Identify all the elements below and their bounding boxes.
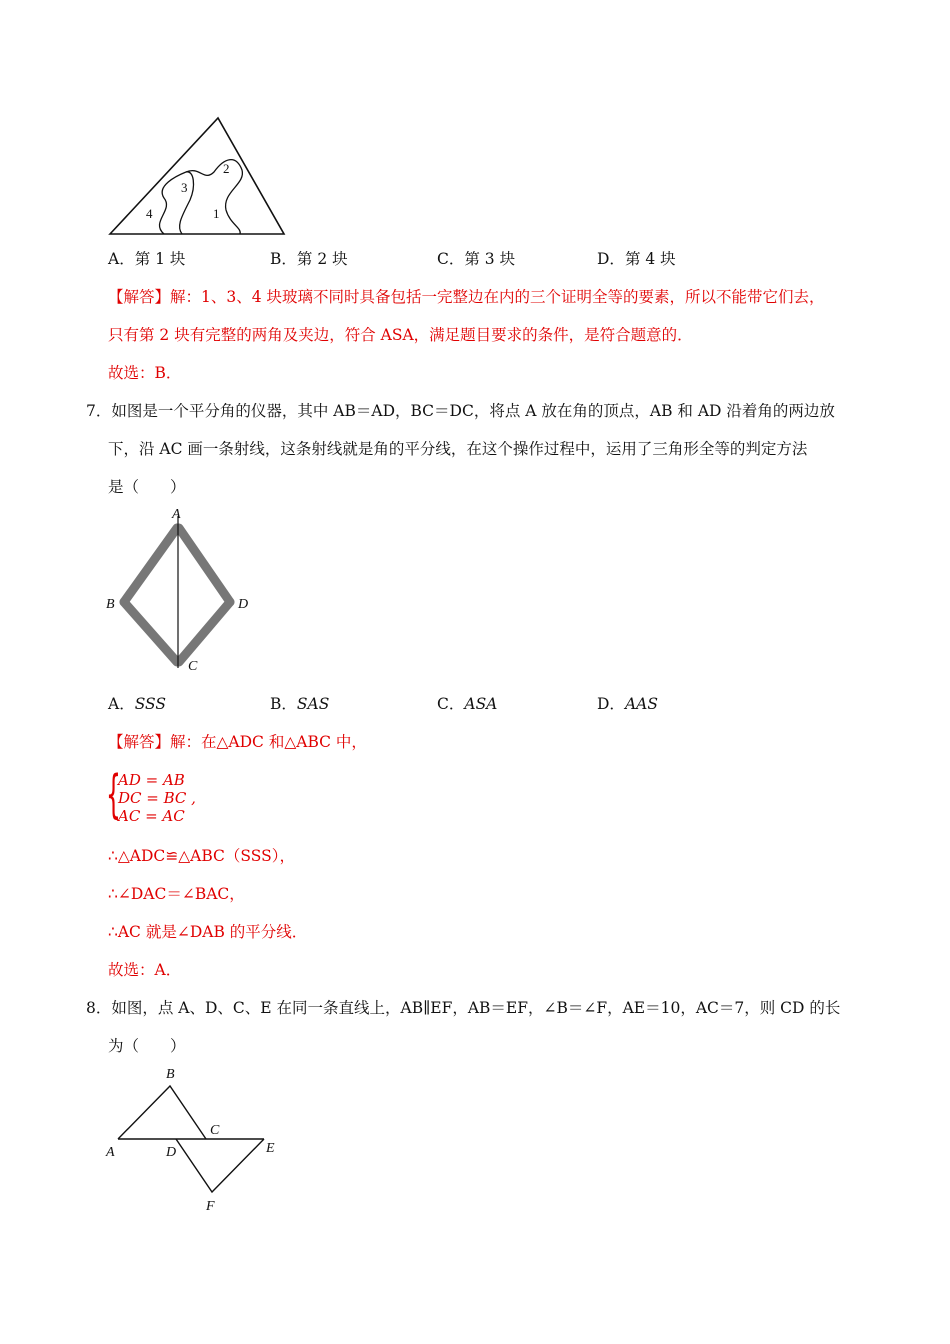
bar-ab <box>124 528 177 602</box>
q6-answer-line-2: 只有第 2 块有完整的两角及夹边，符合 ASA，满足题目要求的条件，是符合题意的． <box>108 326 693 344</box>
q7-option-d[interactable]: D．AAS <box>597 695 658 713</box>
q6-option-b[interactable]: B．第 2 块 <box>270 250 348 268</box>
q7-stem-line-3: 是（ ） <box>108 478 186 496</box>
q6-option-a[interactable]: A．第 1 块 <box>108 250 186 268</box>
label-b: B <box>106 597 115 612</box>
piece-label-1: 1 <box>213 206 220 221</box>
q7-answer-intro: 【解答】解：在△ADC 和△ABC 中， <box>108 733 367 751</box>
congruent-triangles-figure <box>100 1062 290 1218</box>
equation-1: AD = AB <box>118 771 185 789</box>
q7-choice: 故选：A． <box>108 961 182 979</box>
label-d: D <box>166 1145 177 1160</box>
q6-option-c[interactable]: C．第 3 块 <box>437 250 516 268</box>
piece-label-4: 4 <box>146 206 153 221</box>
piece-label-2: 2 <box>223 161 230 176</box>
q7-option-b[interactable]: B．SAS <box>270 695 330 713</box>
q8-stem-line-2: 为（ ） <box>108 1037 186 1055</box>
label-a: A <box>172 507 181 522</box>
q6-choice: 故选：B． <box>108 364 182 382</box>
bar-bc <box>124 602 177 662</box>
q7-step-2: ∴∠DAC＝∠BAC， <box>108 885 245 903</box>
label-b: B <box>166 1067 175 1082</box>
left-brace: { <box>106 765 121 825</box>
answer-tag: 【解答】 <box>108 288 171 306</box>
triangle-abc <box>118 1086 206 1139</box>
label-f: F <box>206 1199 215 1214</box>
q8-stem-line-1: 8．如图，点 A、D、C、E 在同一条直线上，AB∥EF，AB＝EF，∠B＝∠F，AE＝10，AC＝7，则 CD 的长 <box>86 999 841 1017</box>
q6-option-d[interactable]: D．第 4 块 <box>597 250 676 268</box>
label-d: D <box>238 597 249 612</box>
label-e: E <box>266 1141 275 1156</box>
q7-option-a[interactable]: A．SSS <box>108 695 167 713</box>
q7-step-3: ∴AC 就是∠DAB 的平分线． <box>108 923 308 941</box>
crack-curve-right <box>186 160 242 234</box>
q7-step-1: ∴△ADC≌△ABC（SSS）， <box>108 847 295 865</box>
q7-stem-line-2: 下，沿 AC 画一条射线，这条射线就是角的平分线，在这个操作过程中，运用了三角形全等的判定方法 <box>108 440 808 458</box>
label-c: C <box>210 1123 220 1138</box>
triangle-outline <box>110 118 284 234</box>
question-number: 8． <box>86 999 112 1017</box>
answer-tag: 【解答】 <box>108 733 171 751</box>
label-a: A <box>106 1145 115 1160</box>
angle-bisector-instrument-figure <box>100 502 260 678</box>
bar-dc <box>179 602 230 662</box>
triangle-def <box>176 1139 264 1192</box>
bar-ad <box>179 528 230 602</box>
q7-option-c[interactable]: C．ASA <box>437 695 498 713</box>
label-c: C <box>188 659 198 674</box>
piece-label-3: 3 <box>181 180 188 195</box>
glass-pieces-figure <box>106 112 292 240</box>
q7-stem-line-1: 7．如图是一个平分角的仪器，其中 AB＝AD，BC＝DC，将点 A 放在角的顶点，AB 和 AD 沿着角的两边放 <box>86 402 835 420</box>
equation-3: AC = AC <box>118 807 185 825</box>
q6-answer-line-1: 【解答】解：1、3、4 块玻璃不同时具备包括一完整边在内的三个证明全等的要素，所以不能带它们去， <box>108 288 825 306</box>
question-number: 7． <box>86 402 112 420</box>
equation-2: DC = BC , <box>118 789 196 807</box>
